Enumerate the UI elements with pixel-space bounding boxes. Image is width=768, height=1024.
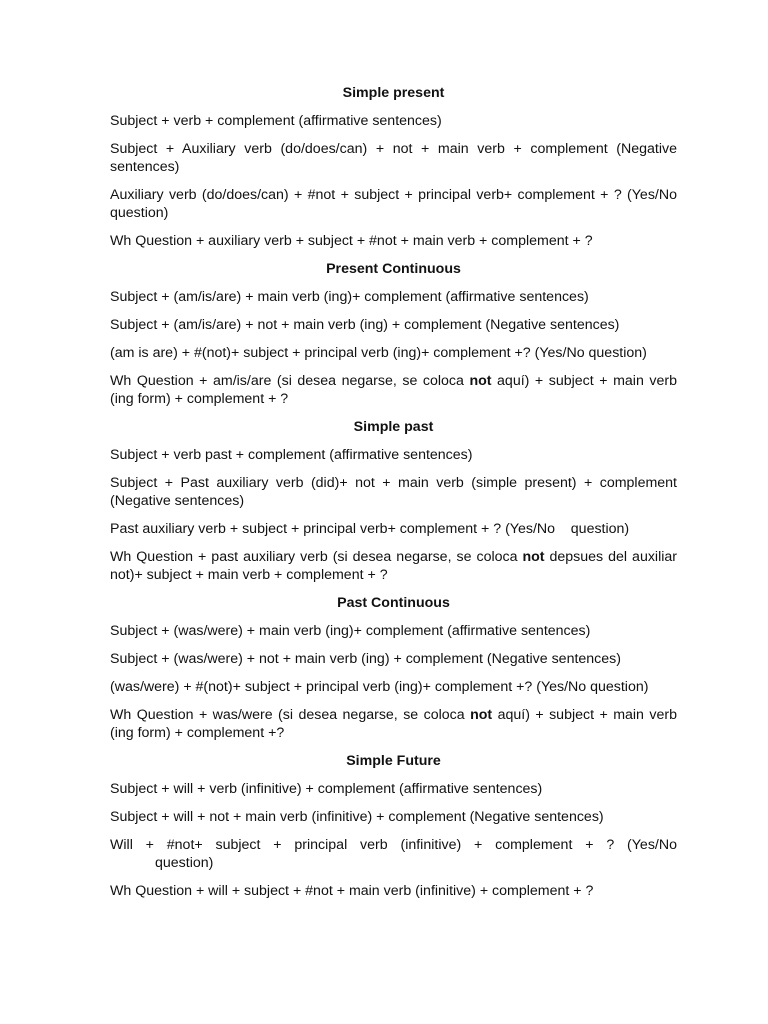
rule-text-first: Will + #not+ subject + principal verb (infinitive) + complement + ? (Yes/No	[110, 837, 677, 853]
section-simple-present	[110, 84, 709, 250]
rule-affirmative: Subject + (was/were) + main verb (ing)+ complement (affirmative sentences)	[110, 623, 591, 639]
rule-text-bold: not	[470, 707, 493, 723]
rule-yes-no-question: Past auxiliary verb + subject + principal verb+ complement + ? (Yes/No question)	[110, 521, 630, 537]
section-title: Past Continuous	[337, 595, 450, 611]
document-page	[110, 84, 709, 910]
rule-yes-no-question: (am is are) + #(not)+ subject + principal verb (ing)+ complement +? (Yes/No question)	[110, 345, 647, 361]
rule-text-bold: not	[469, 373, 492, 389]
rule-wh-question	[110, 548, 677, 584]
section-title: Simple Future	[346, 753, 441, 769]
section-title: Simple past	[353, 419, 434, 435]
rule-negative: Subject + Past auxiliary verb (did)+ not + main verb (simple present) + complement (Negative sentences)	[110, 475, 677, 509]
section-past-continuous	[110, 594, 677, 742]
rule-yes-no-question: Auxiliary verb (do/does/can) + #not + subject + principal verb+ complement + ? (Yes/No question)	[110, 187, 709, 221]
rule-yes-no-question: (was/were) + #(not)+ subject + principal verb (ing)+ complement +? (Yes/No question)	[110, 679, 649, 695]
section-simple-future	[110, 752, 677, 900]
rule-affirmative: Subject + (am/is/are) + main verb (ing)+ complement (affirmative sentences)	[110, 289, 589, 305]
section-title: Simple present	[342, 85, 445, 101]
section-simple-past	[110, 418, 677, 584]
rule-text-after: aquí) + subject + main verb (ing form) + complement +?	[110, 707, 677, 741]
rule-negative: Subject + (was/were) + not + main verb (ing) + complement (Negative sentences)	[110, 651, 621, 667]
rule-wh-question	[110, 706, 677, 742]
rule-yes-no-question	[110, 836, 677, 872]
rule-text-before: Wh Question + am/is/are (si desea negarse, se coloca	[110, 373, 470, 389]
rule-wh-question	[110, 372, 677, 408]
rule-text-before: Wh Question + past auxiliary verb (si desea negarse, se coloca	[110, 549, 523, 565]
rule-negative: Subject + Auxiliary verb (do/does/can) + not + main verb + complement (Negative sentences)	[110, 141, 677, 175]
section-title: Present Continuous	[326, 261, 461, 277]
rule-affirmative: Subject + verb + complement (affirmative sentences)	[110, 113, 442, 129]
section-present-continuous	[110, 260, 677, 408]
rule-text-bold: not	[522, 549, 545, 565]
rule-text-after: aquí) + subject + main verb (ing form) + complement + ?	[110, 373, 677, 407]
rule-negative: Subject + will + not + main verb (infinitive) + complement (Negative sentences)	[110, 809, 604, 825]
rule-wh-question: Wh Question + auxiliary verb + subject + #not + main verb + complement + ?	[110, 233, 593, 249]
rule-affirmative: Subject + verb past + complement (affirmative sentences)	[110, 447, 473, 463]
rule-text-before: Wh Question + was/were (si desea negarse, se coloca	[110, 707, 471, 723]
rule-negative: Subject + (am/is/are) + not + main verb (ing) + complement (Negative sentences)	[110, 317, 620, 333]
rule-affirmative: Subject + will + verb (infinitive) + complement (affirmative sentences)	[110, 781, 543, 797]
rule-text-second: question)	[155, 855, 214, 871]
rule-wh-question: Wh Question + will + subject + #not + main verb (infinitive) + complement + ?	[110, 883, 594, 899]
rule-text-after: depsues del auxiliar not)+ subject + main verb + complement + ?	[110, 549, 678, 583]
